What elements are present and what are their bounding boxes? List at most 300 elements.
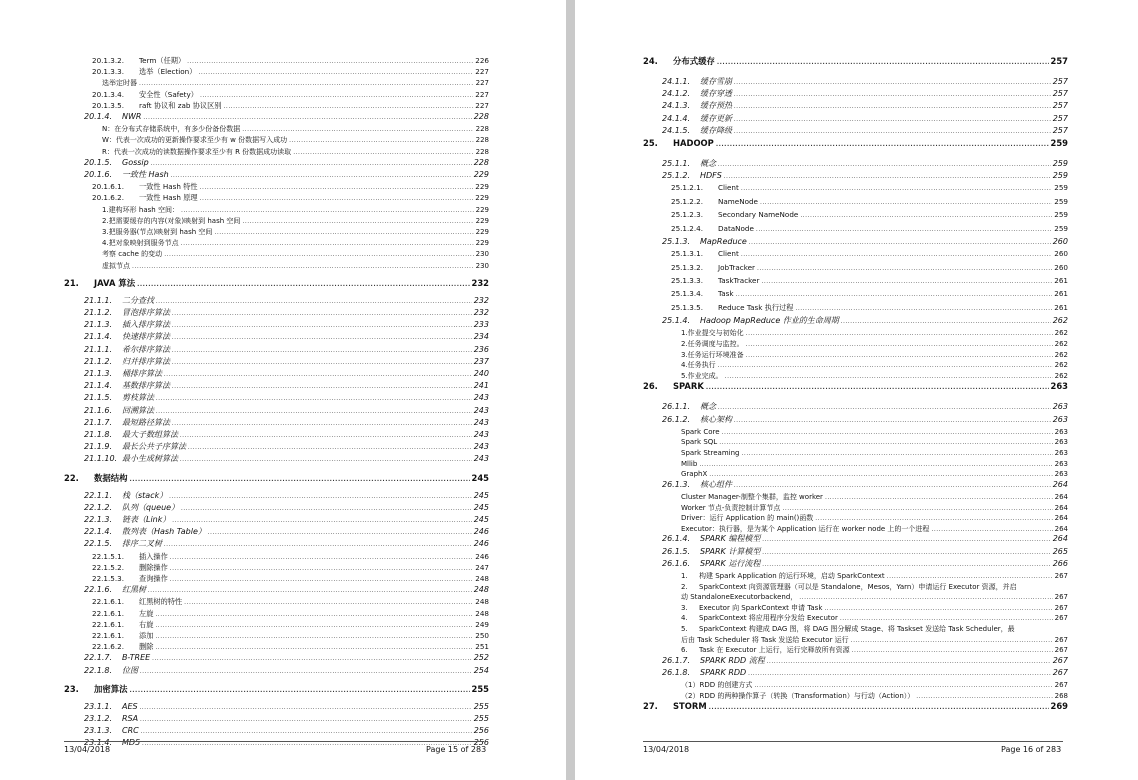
- toc-leader-dots: [180, 454, 472, 466]
- toc-entry-title: Task: [718, 289, 734, 299]
- toc-entry-label: [102, 146, 292, 158]
- toc-entry-label: [662, 533, 761, 545]
- toc-entry-number: 21.1.2.: [84, 308, 112, 317]
- toc-leader-dots: [734, 77, 1051, 89]
- toc-entry[interactable]: [84, 514, 489, 527]
- toc-entry-page: 227: [475, 89, 489, 99]
- toc-entry[interactable]: [102, 260, 489, 273]
- toc-entry-title: 缓存穿透: [700, 89, 732, 99]
- toc-entry[interactable]: [84, 368, 489, 381]
- toc-entry[interactable]: [671, 182, 1068, 195]
- toc-entry-page: 259: [1054, 210, 1068, 220]
- toc-entry[interactable]: [662, 88, 1068, 101]
- toc-entry[interactable]: [671, 288, 1068, 301]
- toc-leader-dots: [140, 702, 472, 714]
- toc-entry-label: [643, 137, 715, 149]
- toc-entry-label: [84, 307, 171, 319]
- toc-entry-label: [84, 417, 171, 429]
- toc-entry-label: [84, 429, 179, 441]
- toc-entry-label: [64, 277, 136, 289]
- toc-entry-number: 27.: [643, 701, 658, 712]
- toc-entry[interactable]: [662, 479, 1068, 492]
- toc-leader-dots: [795, 303, 1052, 315]
- toc-entry[interactable]: [84, 665, 489, 678]
- toc-entry[interactable]: [84, 652, 489, 665]
- toc-entry-page: 267: [1054, 593, 1068, 602]
- toc-entry-number: 21.1.4.: [84, 381, 112, 391]
- toc-entry[interactable]: [662, 667, 1068, 680]
- toc-entry-label: [92, 55, 186, 67]
- toc-leader-dots: [141, 726, 472, 738]
- toc-entry-label: [84, 344, 171, 356]
- toc-entry-page: 246: [473, 527, 489, 537]
- toc-entry-title: 散列表（Hash Table）: [122, 527, 206, 537]
- toc-entry-number: 21.1.9.: [84, 442, 112, 452]
- toc-entry[interactable]: [662, 546, 1068, 559]
- toc-entry-number: 22.1.3.: [84, 515, 112, 524]
- toc-entry-title: RSA: [122, 714, 139, 723]
- toc-entry-title: R：代表一次成功的读数据操作要求至少有 R 份数据成功读取: [102, 147, 292, 156]
- toc-entry-number: 24.1.2.: [662, 89, 690, 99]
- toc-entry-page: 260: [1054, 262, 1068, 272]
- toc-leader-dots: [706, 382, 1049, 394]
- toc-entry-title: Executor 向 SparkContext 申请 Task: [699, 603, 823, 612]
- toc-entry-number: 21.1.7.: [84, 417, 112, 427]
- toc-entry-label: [671, 223, 755, 235]
- toc-entry[interactable]: [643, 380, 1068, 394]
- toc-entry-label: [671, 248, 740, 260]
- toc-leader-dots: [762, 559, 1050, 571]
- toc-entry-title: DataNode: [718, 223, 754, 233]
- toc-entry-number: 23.1.2.: [84, 714, 112, 723]
- toc-entry-title: 核心组件: [700, 479, 732, 489]
- toc-entry-label: [662, 414, 733, 426]
- toc-entry-page: 229: [475, 228, 489, 236]
- toc-entry-page: 241: [473, 381, 489, 391]
- toc-leader-dots: [718, 159, 1051, 171]
- toc-entry-page: 262: [1052, 316, 1068, 326]
- toc-entry-page: 227: [475, 67, 489, 77]
- toc-entry-label: [84, 380, 171, 392]
- toc-entry[interactable]: [662, 76, 1068, 89]
- toc-entry-label: [662, 100, 733, 112]
- toc-entry-page: 254: [473, 665, 489, 675]
- toc-leader-dots: [140, 714, 472, 726]
- toc-entry[interactable]: [84, 319, 489, 332]
- toc-entry-page: 228: [475, 136, 489, 145]
- toc-leader-dots: [734, 114, 1051, 126]
- toc-entry-number: 21.: [64, 277, 79, 288]
- toc-entry-number: 26.1.2.: [662, 414, 690, 424]
- toc-entry-label: [84, 652, 151, 664]
- toc-entry-page: 248: [475, 608, 489, 618]
- toc-entry[interactable]: [84, 169, 489, 182]
- toc-entry-number: 20.1.5.: [84, 157, 112, 167]
- toc-entry-number: 5.: [681, 625, 688, 633]
- toc-entry-label: [662, 546, 761, 558]
- toc-entry[interactable]: [662, 655, 1068, 668]
- toc-leader-dots: [736, 289, 1053, 301]
- toc-entry-title: Task 在 Executor 上运行，运行完释放所有资源: [699, 646, 850, 655]
- toc-leader-dots: [734, 101, 1051, 113]
- toc-leader-dots: [734, 126, 1051, 138]
- toc-entry[interactable]: [662, 236, 1068, 249]
- footer-date: 13/04/2018: [64, 745, 111, 754]
- toc-entry-title: 一致性 Hash 原理: [139, 193, 198, 203]
- toc-leader-dots: [762, 534, 1050, 546]
- toc-entry-number: 26.1.5.: [662, 546, 690, 556]
- toc-entry-number: 25.1.1.: [662, 159, 690, 168]
- toc-leader-dots: [767, 656, 1051, 668]
- toc-leader-dots: [181, 503, 472, 515]
- toc-entry-label: [662, 76, 733, 88]
- toc-entry-number: 20.1.6.: [84, 170, 112, 179]
- toc-entry-page: 263: [1052, 414, 1068, 424]
- toc-entry-number: 21.1.5.: [84, 393, 112, 403]
- toc-entry-page: 233: [473, 320, 489, 330]
- toc-entry-label: [84, 701, 139, 713]
- toc-entry-page: 264: [1052, 479, 1068, 489]
- toc-leader-dots: [130, 685, 470, 697]
- toc-leader-dots: [748, 668, 1051, 680]
- toc-leader-dots: [718, 402, 1051, 414]
- toc-leader-dots: [841, 316, 1051, 328]
- toc-entry-title: SparkContext 向资源管理器（可以是 Standalone，Mesos，Yarn）申请运行 Executor 资源，并启: [699, 582, 1017, 591]
- toc-entry-page: 259: [1050, 138, 1068, 148]
- toc-entry-number: 22.1.6.1.: [92, 597, 125, 607]
- toc-entry-page: 261: [1054, 276, 1068, 285]
- toc-entry-title: AES: [122, 701, 138, 711]
- toc-entry[interactable]: [84, 584, 489, 597]
- toc-entry-title: 回溯算法: [122, 405, 154, 415]
- toc-entry-title: HDFS: [700, 171, 722, 181]
- toc-entry[interactable]: [662, 158, 1068, 171]
- toc-entry-page: 259: [1054, 183, 1068, 193]
- toc-entry[interactable]: [84, 725, 489, 738]
- toc-entry-page: 260: [1054, 249, 1068, 259]
- toc-entry-label: [671, 262, 756, 274]
- toc-entry-page: 230: [475, 261, 489, 270]
- toc-entry-number: 25.1.2.1.: [671, 183, 704, 193]
- toc-entry-title: 1.作业提交与初始化: [681, 329, 744, 338]
- toc-entry-label: [662, 315, 840, 327]
- toc-entry-title: Client: [718, 249, 739, 259]
- right-page: [575, 0, 1138, 780]
- toc-entry-label: [84, 725, 140, 737]
- toc-entry-page: 257: [1052, 125, 1068, 135]
- toc-entry-number: 25.1.3.1.: [671, 249, 704, 259]
- toc-leader-dots: [760, 197, 1052, 209]
- left-page: [0, 0, 566, 780]
- toc-entry-page: 232: [473, 308, 489, 317]
- toc-entry[interactable]: [84, 111, 489, 124]
- toc-entry[interactable]: [671, 262, 1068, 275]
- toc-entry-page: 262: [1054, 371, 1068, 380]
- toc-leader-dots: [188, 442, 472, 454]
- toc-entry-label: [671, 288, 735, 300]
- toc-entry-number: 23.1.3.: [84, 726, 112, 736]
- toc-entry-number: 25.1.3.: [662, 237, 690, 246]
- toc-entry-number: 20.1.3.5.: [92, 100, 125, 110]
- toc-entry[interactable]: [662, 533, 1068, 546]
- toc-entry-label: [102, 134, 288, 146]
- toc-entry[interactable]: [84, 380, 489, 393]
- toc-entry-title: 构建 Spark Application 的运行环境，启动 SparkContext: [699, 572, 885, 580]
- toc-entry-page: 246: [475, 551, 489, 561]
- footer-page-number: Page 15 of 283: [426, 745, 487, 754]
- toc-entry-page: 256: [473, 738, 489, 748]
- toc-entry-page: 226: [475, 56, 489, 65]
- toc-entry[interactable]: [84, 405, 489, 418]
- toc-entry-label: [84, 356, 171, 368]
- toc-entry-number: 22.1.6.: [84, 585, 112, 595]
- toc-entry[interactable]: [64, 683, 489, 697]
- toc-entry[interactable]: [643, 55, 1068, 69]
- toc-entry-title: 删除操作: [139, 562, 168, 572]
- toc-entry[interactable]: [662, 414, 1068, 427]
- toc-leader-dots: [172, 381, 472, 393]
- toc-entry-title: Executor：执行器，是为某个 Application 运行在 worker node 上的一个进程: [681, 524, 930, 533]
- toc-entry-title: 缓存降级: [700, 125, 732, 135]
- toc-entry-page: 265: [1052, 546, 1068, 556]
- toc-entry-title: JobTracker: [718, 262, 756, 272]
- toc-entry-title: 分布式缓存: [673, 56, 715, 66]
- toc-entry-number: 4.: [681, 614, 688, 623]
- toc-entry-title: Client: [718, 183, 739, 193]
- toc-entry[interactable]: [671, 209, 1068, 222]
- toc-entry-number: 26.1.8.: [662, 668, 690, 677]
- toc-entry-title: 1.建构环形 hash 空间：: [102, 205, 179, 214]
- toc-entry-page: 267: [1054, 603, 1068, 612]
- toc-entry-title: Hadoop MapReduce 作业的生命周期: [700, 316, 839, 326]
- toc-entry[interactable]: [84, 453, 489, 466]
- toc-entry-label: [102, 123, 241, 135]
- toc-entry-number: 26.1.4.: [662, 534, 690, 544]
- toc-entry[interactable]: [84, 417, 489, 430]
- toc-entry-number: 2.: [681, 582, 688, 591]
- toc-entry-number: 22.1.6.2.: [92, 642, 125, 652]
- toc-entry-page: 263: [1054, 449, 1068, 457]
- toc-entry[interactable]: [84, 392, 489, 405]
- toc-entry-page: 257: [1052, 89, 1068, 99]
- toc-entry[interactable]: [643, 137, 1068, 151]
- toc-entry-label: [84, 713, 139, 725]
- toc-entry[interactable]: [64, 472, 489, 486]
- toc-leader-dots: [761, 276, 1052, 288]
- toc-entry-title: 红黑树的特性: [139, 597, 183, 607]
- toc-entry-label: [92, 596, 183, 608]
- toc-entry-title: Gossip: [122, 157, 149, 167]
- toc-entry-page: 263: [1054, 459, 1068, 468]
- toc-entry-page: 229: [475, 216, 489, 225]
- toc-entry-page: 228: [475, 125, 489, 134]
- toc-entry-title: 剪枝算法: [122, 393, 154, 403]
- toc-entry-title: 位图: [122, 665, 138, 675]
- toc-entry-title: 插入操作: [139, 551, 168, 561]
- toc-entry[interactable]: [84, 701, 489, 714]
- toc-entry[interactable]: [84, 331, 489, 344]
- toc-entry[interactable]: [84, 429, 489, 442]
- toc-entry-page: 228: [473, 157, 489, 167]
- toc-entry-page: 264: [1054, 514, 1068, 523]
- toc-entry-label: [64, 683, 129, 695]
- toc-entry-page: 263: [1054, 470, 1068, 479]
- toc-entry-page: 248: [475, 597, 489, 607]
- toc-entry-number: 25.1.3.4.: [671, 289, 704, 299]
- toc-entry-page: 236: [473, 344, 489, 354]
- toc-entry[interactable]: [84, 344, 489, 357]
- toc-entry-number: 24.1.3.: [662, 101, 690, 111]
- toc-entry-page: 229: [475, 205, 489, 214]
- toc-entry-page: 255: [471, 683, 489, 694]
- toc-entry-title: 左旋: [139, 608, 154, 618]
- toc-entry[interactable]: [84, 441, 489, 454]
- toc-leader-dots: [132, 261, 474, 273]
- toc-entry-title: MD5: [122, 738, 141, 748]
- toc-entry[interactable]: [64, 277, 489, 291]
- toc-entry-page: 264: [1054, 524, 1068, 533]
- toc-entry-title: TaskTracker: [718, 276, 760, 285]
- toc-entry-page: 267: [1054, 646, 1068, 655]
- toc-entry-title: 缓存雪崩: [700, 77, 732, 86]
- toc-entry-page: 228: [475, 147, 489, 156]
- toc-entry-title: 红黑树: [122, 585, 146, 595]
- toc-entry-title: 加密算法: [94, 683, 128, 694]
- toc-leader-dots: [749, 237, 1051, 249]
- toc-entry[interactable]: [671, 248, 1068, 261]
- toc-entry[interactable]: [643, 700, 1068, 714]
- toc-entry[interactable]: [84, 356, 489, 369]
- toc-entry-label: [662, 667, 747, 679]
- toc-entry-title: 一致性 Hash: [122, 170, 169, 179]
- toc-entry-title: 3.任务运行环境准备: [681, 350, 744, 359]
- toc-entry-page: 245: [473, 490, 489, 500]
- toc-entry-label: [92, 619, 154, 631]
- toc-entry-page: 240: [473, 369, 489, 378]
- toc-entry-number: 22.1.5.: [84, 539, 112, 549]
- toc-entry-number: 25.1.3.2.: [671, 262, 704, 272]
- toc-leader-dots: [137, 279, 469, 291]
- toc-entry-number: 22.: [64, 472, 79, 483]
- toc-entry-number: 21.1.4.: [84, 332, 112, 342]
- toc-entry-label: [92, 573, 169, 585]
- toc-entry-title: 桶排序算法: [122, 369, 162, 378]
- toc-entry-label: [84, 319, 171, 331]
- toc-entry[interactable]: [671, 196, 1068, 209]
- toc-entry-title: HADOOP: [673, 138, 714, 148]
- toc-entry-title: Spark SQL: [681, 438, 718, 447]
- toc-entry-number: 26.1.1.: [662, 402, 690, 412]
- footer-rule: [643, 741, 1063, 742]
- toc-entry-title: Spark Streaming: [681, 449, 740, 457]
- toc-entry[interactable]: [84, 538, 489, 551]
- toc-entry-title: 数据结构: [94, 472, 128, 483]
- toc-leader-dots: [140, 666, 472, 678]
- toc-entry[interactable]: [84, 157, 489, 170]
- toc-entry-title: Driver：运行 Application 的 main()函数: [681, 514, 814, 523]
- toc-entry[interactable]: [84, 526, 489, 539]
- toc-entry[interactable]: [662, 401, 1068, 414]
- toc-entry-label: [662, 113, 733, 125]
- toc-entry-number: 22.1.4.: [84, 527, 112, 537]
- toc-entry[interactable]: [84, 502, 489, 515]
- toc-entry-label: [92, 630, 154, 642]
- toc-entry-title: NWR: [122, 112, 142, 121]
- toc-entry[interactable]: [84, 713, 489, 726]
- toc-entry[interactable]: [84, 295, 489, 308]
- toc-entry-label: [662, 236, 748, 248]
- toc-leader-dots: [156, 406, 472, 418]
- toc-entry-number: 20.1.4.: [84, 112, 112, 121]
- toc-entry-title: SPARK RDD: [700, 668, 747, 677]
- toc-entry[interactable]: [662, 315, 1068, 328]
- toc-entry[interactable]: [84, 307, 489, 320]
- toc-entry-page: 227: [475, 79, 489, 88]
- toc-entry-page: 269: [1050, 701, 1068, 712]
- toc-entry-title: 核心架构: [700, 414, 732, 424]
- toc-entry[interactable]: [662, 113, 1068, 126]
- toc-entry-title: Term（任期）: [139, 56, 186, 65]
- toc-entry-label: [662, 401, 717, 413]
- toc-entry-title: W：代表一次成功的更新操作要求至少有 w 份数据写入成功: [102, 136, 288, 145]
- toc-entry[interactable]: [84, 490, 489, 503]
- toc-entry-number: 6.: [681, 646, 688, 655]
- toc-entry-title: raft 协议和 zab 协议区别: [139, 100, 222, 110]
- toc-entry-page: 267: [1054, 614, 1068, 623]
- toc-entry-page: 243: [473, 417, 489, 427]
- toc-entry-page: 234: [473, 332, 489, 342]
- toc-entry[interactable]: [662, 100, 1068, 113]
- toc-entry-label: [92, 100, 223, 112]
- toc-entry-label: [102, 260, 131, 272]
- toc-entry-label: [84, 584, 147, 596]
- toc-entry[interactable]: [671, 223, 1068, 236]
- toc-entry-page: 257: [1052, 113, 1068, 123]
- toc-entry-number: 21.1.1.: [84, 295, 112, 305]
- toc-entry-title: 缓存预热: [700, 101, 732, 111]
- toc-entry-title: SPARK RDD 流程: [700, 655, 765, 665]
- toc-entry-number: 25.1.2.4.: [671, 223, 704, 233]
- toc-entry-page: 230: [475, 250, 489, 259]
- toc-entry[interactable]: [662, 558, 1068, 571]
- toc-entry[interactable]: [671, 275, 1068, 288]
- toc-entry-number: 25.: [643, 138, 658, 148]
- toc-entry-number: 20.1.6.1.: [92, 182, 125, 192]
- toc-entry-page: 252: [473, 653, 489, 663]
- toc-entry-title: SPARK 计算模型: [700, 546, 761, 556]
- toc-entry[interactable]: [671, 302, 1068, 315]
- toc-leader-dots: [169, 491, 471, 503]
- toc-entry-title: 5.作业完成。: [681, 371, 723, 380]
- toc-entry-number: 1.: [681, 572, 688, 580]
- toc-entry-title: Worker 节点-负责控制计算节点: [681, 503, 781, 512]
- toc-entry[interactable]: [662, 125, 1068, 138]
- toc-leader-dots: [716, 139, 1049, 151]
- toc-entry-page: 246: [473, 539, 489, 549]
- toc-entry-title: 链表（Link）: [122, 515, 171, 524]
- toc-entry-title: SparkContext 构建成 DAG 图，将 DAG 图分解成 Stage、将 Taskset 发送给 Task Scheduler，最: [699, 625, 1015, 633]
- toc-entry-label: [643, 700, 708, 712]
- toc-leader-dots: [156, 393, 472, 405]
- toc-entry-label: [84, 392, 155, 404]
- toc-entry-label: [92, 608, 154, 620]
- toc-entry[interactable]: [662, 170, 1068, 183]
- toc-entry-number: 24.: [643, 56, 658, 66]
- toc-entry-title: GraphX: [681, 470, 708, 479]
- toc-entry-title: 查询操作: [139, 574, 168, 583]
- toc-entry-page: 243: [473, 442, 489, 452]
- toc-entry-number: 20.1.3.2.: [92, 56, 125, 65]
